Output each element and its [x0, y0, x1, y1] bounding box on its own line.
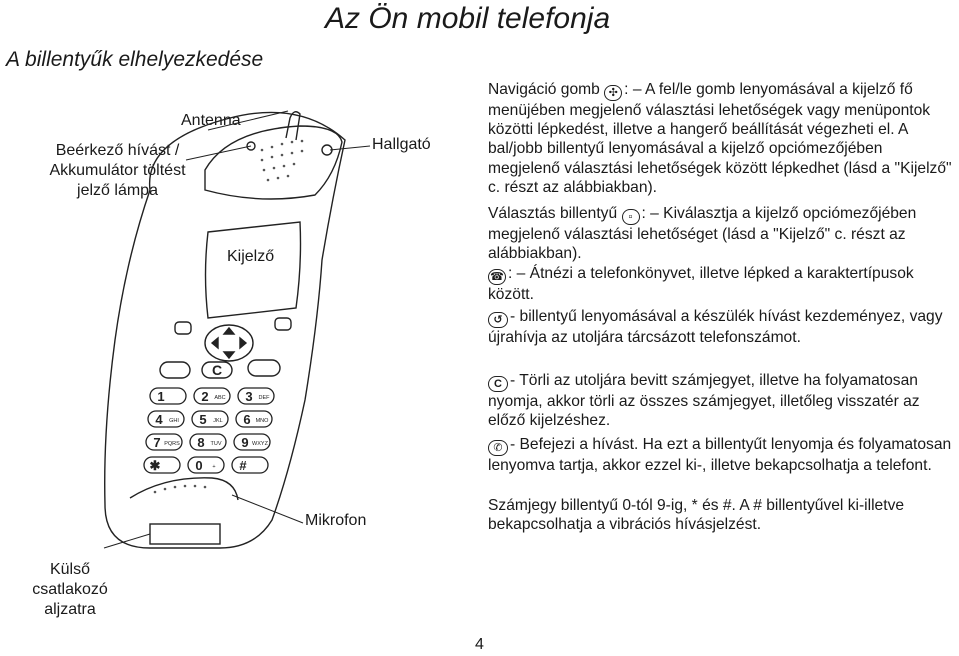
keypad-key-8 — [190, 434, 226, 450]
keypad-key-1 — [150, 388, 186, 404]
select-key-icon: ▫ — [622, 209, 640, 225]
end-rest: - Befejezi a hívást. Ha ezt a billentyűt lenyomja és folyamatosan lenyomva tartja, akkor ezzel ki-, illetve bekapcsolhatja a telefont. — [488, 436, 952, 474]
nav-rest: : – A fel/le gomb lenyomásával a kijelző fő menüjében megjelenő választási lehetőségek vagy menüpontok közötti lépkedést, illetve a hangerő beállítását végezheti el. A bal/jobb billentyű lenyomásával a kijelző opciómezőjében megjelenő választási lehetőségek között lépkedhet (lásd a "Kijelző" c. részt az alábbiakban). — [488, 81, 952, 196]
keypad-key-number: 4 — [155, 412, 163, 427]
call-description — [488, 307, 952, 347]
clear-description — [488, 371, 952, 430]
select-rest: : – Kiválasztja a kijelző opciómezőjében megjelenő választási lehetőséget (lásd a "Kijelző" c. részt az alábbiakban). — [488, 205, 917, 263]
connector-label-line2: csatlakozó — [32, 581, 108, 598]
clear-key-label: C — [211, 362, 223, 378]
nav-prefix: Navigáció gomb — [488, 81, 600, 98]
keypad-key-number: 0 — [195, 458, 203, 473]
section-title: A billentyűk elhelyezkedése — [6, 48, 264, 71]
nav-key-icon: ✣ — [604, 85, 622, 101]
keypad-key-4 — [148, 411, 184, 427]
display-label: Kijelző — [227, 248, 275, 265]
keypad-key-letters: PQRS — [164, 441, 180, 447]
keypad-key-letters: JKL — [213, 418, 223, 424]
keypad-key-letters: GHI — [169, 418, 179, 424]
call-key-icon: ↺ — [488, 312, 508, 328]
end-description — [488, 435, 952, 475]
digits-description: Számjegy billentyű 0-tól 9-ig, * és #. A # billentyűvel ki-illetve bekapcsolhatja a vibrációs hívásjelzést. — [488, 497, 905, 534]
keypad-key-letters: MNO — [255, 418, 269, 424]
end-key-icon: ✆ — [488, 440, 508, 456]
keypad-key-5 — [192, 411, 228, 427]
led-label-line3: jelző lámpa — [77, 182, 158, 199]
earpiece-label: Hallgató — [372, 136, 431, 153]
keypad-key-11 — [188, 457, 224, 473]
keypad-key-number: 6 — [243, 412, 251, 427]
select-prefix: Választás billentyű — [488, 205, 618, 222]
keypad-key-letters: ABC — [214, 395, 226, 401]
keypad-key-number: 7 — [153, 435, 161, 450]
keypad-key-10 — [144, 457, 180, 473]
call-rest: - billentyű lenyomásával a készülék hívást kezdeményez, vagy újrahívja az utoljára tárcsázott telefonszámot. — [488, 308, 943, 346]
keypad-key-letters: DEF — [258, 395, 270, 401]
microphone-label: Mikrofon — [305, 512, 367, 529]
keypad-key-number: ✱ — [149, 458, 161, 473]
clear-rest: - Törli az utoljára bevitt számjegyet, illetve ha folyamatosan nyomja, akkor törli az összes számjegyet, illetőleg visszatér az előző kijelzéshez. — [488, 372, 920, 430]
phonebook-key-icon: ☎ — [488, 269, 506, 285]
keypad-key-number: # — [239, 458, 247, 473]
antenna-label: Antenna — [181, 112, 241, 129]
led-label-line2: Akkumulátor töltést — [49, 162, 186, 179]
keypad — [144, 388, 274, 473]
keypad-key-9 — [234, 434, 270, 450]
phonebook-rest: : – Átnézi a telefonkönyvet, illetve lépked a karaktertípusok között. — [488, 265, 914, 303]
keypad-key-letters: TUV — [210, 441, 222, 447]
keypad-key-number: 5 — [199, 412, 207, 427]
keypad-key-number: 3 — [245, 389, 253, 404]
keypad-key-number: 9 — [241, 435, 249, 450]
phonebook-description — [488, 264, 952, 304]
nav-description — [488, 80, 952, 197]
keypad-key-12 — [232, 457, 268, 473]
led-label-line1: Beérkező hívást / — [55, 142, 180, 159]
keypad-key-6 — [236, 411, 272, 427]
connector-label-line3: aljzatra — [44, 601, 96, 618]
select-description — [488, 204, 952, 263]
clear-key-icon: C — [488, 376, 508, 392]
page-number: 4 — [475, 636, 484, 653]
keypad-key-7 — [146, 434, 182, 450]
phone-illustration — [0, 0, 480, 640]
keypad-key-number: 8 — [197, 435, 205, 450]
keypad-key-letters: + — [212, 464, 216, 470]
keypad-key-number: 2 — [201, 389, 209, 404]
keypad-key-letters: WXYZ — [252, 441, 268, 447]
page-title: Az Ön mobil telefonja — [325, 2, 611, 35]
connector-label-line1: Külső — [49, 561, 91, 578]
keypad-key-number: 1 — [157, 389, 165, 404]
keypad-key-3 — [238, 388, 274, 404]
keypad-key-2 — [194, 388, 230, 404]
